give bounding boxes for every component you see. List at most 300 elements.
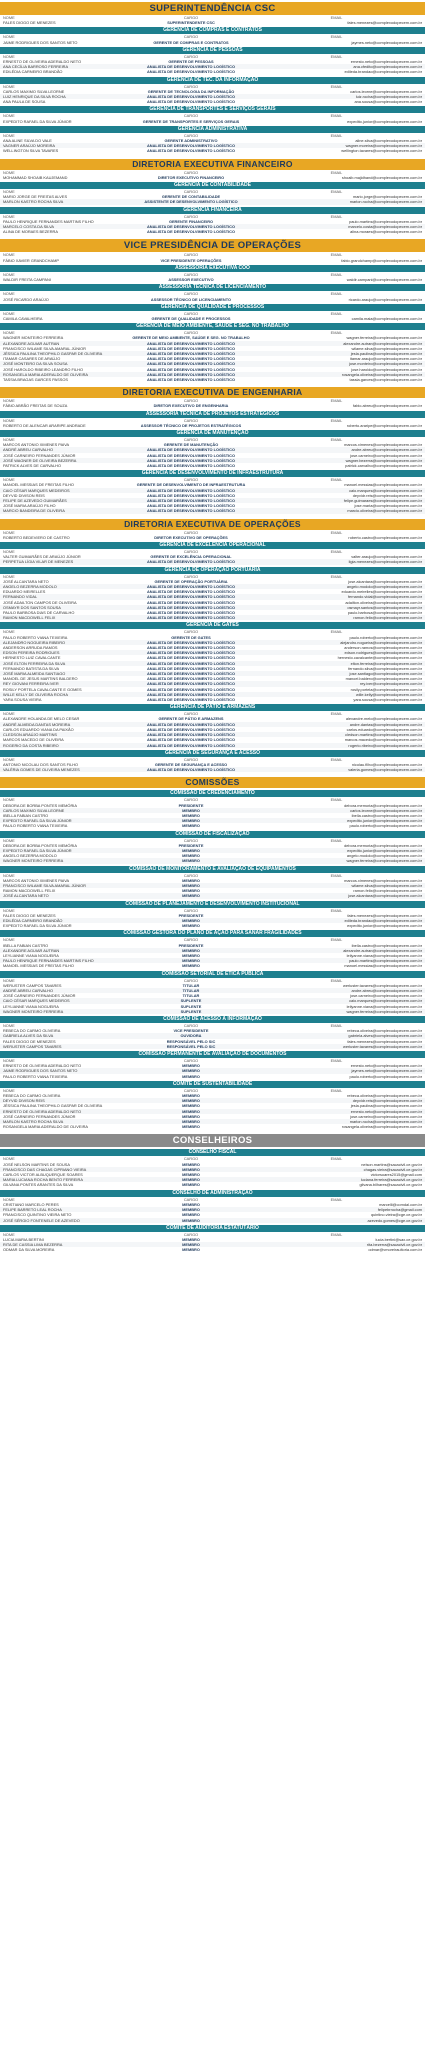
header-nome: NOME bbox=[3, 113, 15, 119]
contact-email-link[interactable]: valter.araujo@complexodopecem.com.br bbox=[351, 554, 422, 560]
contact-role: MEMBRO bbox=[182, 1108, 200, 1114]
contact-role: ANALISTA DE DESENVOLVIMENTO LOGÍSTICO bbox=[146, 64, 236, 70]
contact-role: MEMBRO bbox=[182, 1207, 200, 1213]
table-row bbox=[0, 20, 425, 25]
contact-table bbox=[0, 762, 425, 772]
contact-name: EDSON PEREIRA RODRIGUES bbox=[3, 650, 60, 656]
contact-role: ANALISTA DE DESENVOLVIMENTO LOGÍSTICO bbox=[146, 615, 236, 621]
contact-email-link[interactable]: wilame.silva@complexodopecem.com.br bbox=[351, 345, 422, 351]
contact-email-link[interactable]: ana.sousa@complexodopecem.com.br bbox=[354, 99, 422, 105]
contact-email-link[interactable]: alina.moraes@complexodopecem.com.br bbox=[350, 229, 422, 235]
contact-role: MEMBRO bbox=[182, 1177, 200, 1183]
contact-email-link[interactable]: wagner.moreira@complexodopecem.com.br bbox=[345, 143, 422, 149]
contact-email-link[interactable]: felipe.guimaraes@complexodopecem.com.br bbox=[343, 497, 422, 503]
contact-name: MARLON KASTRO ROCHA SILVA bbox=[3, 1119, 64, 1125]
contact-email-link[interactable]: edson.rodrigues@complexodopecem.com.br bbox=[344, 650, 422, 656]
contact-role: ANALISTA DE DESENVOLVIMENTO LOGÍSTICO bbox=[146, 487, 236, 493]
contact-role: MEMBRO bbox=[182, 1166, 200, 1172]
header-nome: NOME bbox=[3, 310, 15, 316]
group-title: COMISSÃO DE MONITORAMENTO E AVALIAÇÃO DE EQUIPAMENTOS bbox=[0, 866, 425, 873]
contact-email-link[interactable]: fabio.grandchamp@complexodopecem.com.br bbox=[341, 257, 422, 263]
header-email: EMAIL bbox=[330, 1156, 343, 1162]
contact-email-link[interactable]: manoel.baldero@complexodopecem.com.br bbox=[345, 676, 422, 682]
contact-email-link[interactable]: ibella.castro@complexodopecem.com.br bbox=[351, 812, 422, 818]
header-nome: NOME bbox=[3, 711, 15, 717]
contact-role: MEMBRO bbox=[182, 812, 200, 818]
contact-email-link[interactable]: jaymes.neto@complexodopecem.com.br bbox=[351, 1068, 422, 1074]
header-email: EMAIL bbox=[330, 937, 343, 943]
contact-email-link[interactable]: rogerio.ribeiro@complexodopecem.com.br bbox=[348, 742, 422, 748]
contact-name: FELIPE DE AZEVEDO GUIMARÃES bbox=[3, 497, 67, 503]
contact-email-link[interactable]: jose.monteiro@complexodopecem.com.br bbox=[349, 361, 422, 367]
contact-email-link[interactable]: andre.abreu@complexodopecem.com.br bbox=[351, 988, 422, 993]
contact-email-link[interactable]: rosangela.oliveira@complexodopecem.com.br bbox=[341, 1124, 422, 1130]
contact-name: MARCIO BANDEIRA DE OLIVEIRA bbox=[3, 508, 65, 514]
contact-email-link[interactable]: marcelo.costa@complexodopecem.com.br bbox=[348, 224, 422, 230]
header-email: EMAIL bbox=[330, 907, 343, 913]
header-email: EMAIL bbox=[330, 398, 343, 404]
contact-email-link[interactable]: luciana.ferreira@sacacivil.ce.gov.br bbox=[360, 1177, 422, 1183]
contact-email-link[interactable]: wagner.ferreira@complexodopecem.com.br bbox=[346, 858, 422, 864]
table-row bbox=[0, 40, 425, 45]
header-cargo: CARGO bbox=[183, 34, 199, 40]
contact-table bbox=[0, 20, 425, 25]
contact-email-link[interactable]: chagas.vieira@sacacivil.ce.gov.br bbox=[363, 1166, 422, 1172]
contact-name: CAMILA CAVALHEIRA bbox=[3, 315, 43, 321]
contact-email-link[interactable]: jose.carneiro@complexodopecem.com.br bbox=[350, 993, 422, 999]
contact-email-link[interactable]: victorsoares2015@gmail.com bbox=[370, 1172, 422, 1178]
contact-email-link[interactable]: jose.maria@complexodopecem.com.br bbox=[354, 503, 422, 509]
contact-role: GERENTE DE TECNOLOGIA DA INFORMAÇÃO bbox=[147, 88, 235, 94]
contact-name: JOSÉ MARIA ALMEIDA SANTIAGO bbox=[3, 671, 66, 677]
contact-email-link[interactable]: edileda.brandao@complexodopecem.com.br bbox=[344, 917, 422, 923]
contact-email-link[interactable]: camila.maia@complexodopecem.com.br bbox=[351, 315, 422, 321]
contact-email-link[interactable]: adailton.oliveira@complexodopecem.com.br bbox=[345, 599, 422, 605]
header-nome: NOME bbox=[3, 573, 15, 579]
contact-role: ANALISTA DE DESENVOLVIMENTO LOGÍSTICO bbox=[146, 376, 236, 382]
contact-email-link[interactable]: fabio.abreu@complexodopecem.com.br bbox=[352, 403, 422, 409]
group-title: GERÊNCIA DE GATES bbox=[0, 622, 425, 629]
contact-email-link[interactable]: jesla.paulina@complexodopecem.com.br bbox=[350, 1103, 422, 1109]
group-title: COMISSÃO SETORIAL DE ÉTICA PÚBLICA bbox=[0, 971, 425, 978]
contact-email-link[interactable]: jose.alcantara@complexodopecem.com.br bbox=[348, 578, 422, 584]
contact-table bbox=[0, 1063, 425, 1079]
contact-role: GERENTE DE PÁTIO E ARMAZENS bbox=[158, 716, 224, 722]
contact-email-link[interactable]: rey.iver@complexodopecem.com.br bbox=[359, 681, 422, 687]
contact-role: RESPONSÁVEL PELO SIC bbox=[166, 1043, 216, 1049]
header-email: EMAIL bbox=[330, 83, 343, 89]
contact-role: MEMBRO bbox=[182, 1098, 200, 1104]
contact-email-link[interactable]: odmar@vmoreiraultoria.com.br bbox=[368, 1247, 422, 1253]
contact-name: ANTONIO NICOLAU DOS SANTOS FILHO bbox=[3, 761, 79, 767]
contact-email-link[interactable]: tassia.garces@complexodopecem.com.br bbox=[349, 376, 422, 382]
contact-table bbox=[0, 423, 425, 428]
header-nome: NOME bbox=[3, 1023, 15, 1029]
group-title: CONSELHO DE ADMINISTRAÇÃO bbox=[0, 1190, 425, 1197]
contact-email-link[interactable]: rosangela.oliveira@complexodopecem.com.br bbox=[341, 371, 422, 377]
header-cargo: CARGO bbox=[183, 330, 199, 336]
contact-role: ANALISTA DE DESENVOLVIMENTO LOGÍSTICO bbox=[146, 589, 236, 595]
contact-email-link[interactable]: ernesto.neto@complexodopecem.com.br bbox=[350, 1108, 422, 1114]
contact-email-link[interactable]: ramon.felix@complexodopecem.com.br bbox=[353, 888, 422, 894]
contact-email-link[interactable]: rosily.portela@complexodopecem.com.br bbox=[350, 686, 422, 692]
contact-role: TITULAR bbox=[182, 993, 200, 999]
contact-email-link[interactable]: carlos.leorne@complexodopecem.com.br bbox=[350, 807, 422, 813]
contact-email-link[interactable]: ernesto.neto@complexodopecem.com.br bbox=[350, 59, 422, 65]
contact-table bbox=[0, 277, 425, 282]
contact-name: JOSÉ RICARDO ARAÚJO bbox=[3, 296, 49, 302]
contact-email-link[interactable]: patrick.carvalho@complexodopecem.com.br bbox=[345, 462, 422, 468]
contact-role: MEMBRO bbox=[182, 1119, 200, 1125]
contact-email-link[interactable]: leilyanne.viana@complexodopecem.com.br bbox=[346, 1003, 422, 1009]
contact-name: FÁBIO ABRÃO FREITAS DE SOUZA bbox=[3, 403, 68, 409]
group-title: GERÊNCIA DE QUALIDADE E PROCESSOS bbox=[0, 304, 425, 311]
group-title: GERÊNCIA DE SEGURANÇA E ACESSO bbox=[0, 750, 425, 757]
contact-role: ANALISTA DE DESENVOLVIMENTO LOGÍSTICO bbox=[146, 99, 236, 105]
section-title: SUPERINTENDÊNCIA CSC bbox=[0, 2, 425, 15]
contact-email-link[interactable]: jose.carneiro@complexodopecem.com.br bbox=[350, 452, 422, 458]
contact-email-link[interactable]: fernando.silva@complexodopecem.com.br bbox=[348, 665, 422, 671]
header-cargo: CARGO bbox=[183, 169, 199, 175]
contact-email-link[interactable]: wagner.ferreira@complexodopecem.com.br bbox=[346, 335, 422, 341]
contact-name: JOSÉ ALCANTARA NETO bbox=[3, 578, 49, 584]
contact-role: PRESIDENTE bbox=[178, 842, 204, 848]
contact-email-link[interactable]: quintino.vieira@cge.ce.gov.br bbox=[370, 1212, 422, 1218]
contact-table bbox=[0, 843, 425, 864]
contact-role: ANALISTA DE DESENVOLVIMENTO LOGÍSTICO bbox=[146, 366, 236, 372]
contact-role: RESPONSÁVEL PELO SIC bbox=[166, 1038, 216, 1044]
contact-role: ANALISTA DE DESENVOLVIMENTO LOGÍSTICO bbox=[146, 492, 236, 498]
contact-email-link[interactable]: expedito.junior@complexodopecem.com.br bbox=[347, 818, 422, 824]
contact-role: ANALISTA DE DESENVOLVIMENTO LOGÍSTICO bbox=[146, 650, 236, 656]
contact-email-link[interactable]: valeria.gomes@complexodopecem.com.br bbox=[348, 767, 422, 773]
contact-email-link[interactable]: marcos.ximenes@complexodopecem.com.br bbox=[344, 877, 422, 883]
header-cargo: CARGO bbox=[183, 113, 199, 119]
contact-name: PAULO HENRIQUE FERNANDES MARTINS FILHO bbox=[3, 958, 94, 964]
contact-name: ALEXANDRE HOLANDA DE MELO CESAR bbox=[3, 716, 80, 722]
section-spacer bbox=[0, 514, 425, 517]
contact-name: JÉSSICA PAULINA THEOPHILO GASPAR DE OLIVEIRA bbox=[3, 1103, 103, 1109]
contact-email-link[interactable]: andre.abreu@complexodopecem.com.br bbox=[351, 447, 422, 453]
contact-email-link[interactable]: carlos.leorne@complexodopecem.com.br bbox=[350, 88, 422, 94]
contact-name: ALEXANDRE AGUIAR AUTRAN bbox=[3, 947, 60, 953]
header-email: EMAIL bbox=[330, 837, 343, 843]
contact-email-link[interactable]: jose.santiago@complexodopecem.com.br bbox=[349, 671, 422, 677]
group-title: GERÊNCIA DE EXCELÊNCIA OPERACIONAL bbox=[0, 542, 425, 549]
contact-email-link[interactable]: gabriela.alves@complexodopecem.com.br bbox=[348, 1033, 422, 1039]
contact-name: JOSÉ MARIA ARAÚJO FILHO bbox=[3, 503, 56, 509]
contact-table bbox=[0, 1162, 425, 1188]
contact-email-link[interactable]: leilyanne.viana@complexodopecem.com.br bbox=[346, 952, 422, 958]
contact-role: ASSESSOR TÉCNICO DE PROJETOS ESTRATÉGICOS bbox=[140, 422, 242, 428]
contact-role: SUPLENTE bbox=[180, 1008, 202, 1014]
group-title: COMISSÃO PERMANENTE DE AVALIAÇÃO DE DOCUMENTOS bbox=[0, 1051, 425, 1058]
contact-email-link[interactable]: ibella.castro@complexodopecem.com.br bbox=[351, 942, 422, 948]
contact-role: ANALISTA DE DESENVOLVIMENTO LOGÍSTICO bbox=[146, 767, 236, 773]
contact-email-link[interactable]: wagner.ferreira@complexodopecem.com.br bbox=[346, 1008, 422, 1014]
contact-email-link[interactable]: marcelli@comdal.com.br bbox=[379, 1201, 422, 1207]
contact-email-link[interactable]: hernesto.cavalcante@complexodopecem.com.br bbox=[337, 655, 422, 661]
contact-name: JOSÉ CARNEIRO FERNANDES JÚNIOR bbox=[3, 452, 76, 458]
group-title: ASSESSORIA EXECUTIVA COO bbox=[0, 265, 425, 272]
contact-email-link[interactable]: cledson.martins@complexodopecem.com.br bbox=[345, 732, 422, 738]
contact-name: WERUSTER CAMPOS TAVARES bbox=[3, 982, 62, 988]
contact-role: MEMBRO bbox=[182, 1182, 200, 1188]
group-title: COMISSÃO DE CREDENCIAMENTO bbox=[0, 790, 425, 797]
contact-email-link[interactable]: angelo.modolo@complexodopecem.com.br bbox=[346, 853, 422, 859]
header-nome: NOME bbox=[3, 756, 15, 762]
contact-role: SUPERINTENDENTE CSC bbox=[167, 20, 215, 26]
contact-role: MEMBRO bbox=[182, 1113, 200, 1119]
section-spacer bbox=[0, 154, 425, 157]
contact-name: ROSILY PORTELA CAVALCANTE E GOMES bbox=[3, 686, 82, 692]
contact-email-link[interactable]: ernesto.neto@complexodopecem.com.br bbox=[350, 1063, 422, 1069]
contact-role: PRESIDENTE bbox=[178, 802, 204, 808]
contact-email-link[interactable]: nicolau.filho@complexodopecem.com.br bbox=[351, 761, 422, 767]
contact-email-link[interactable]: alejandro.nogueira@complexodopecem.com.br bbox=[340, 639, 422, 645]
contact-email-link[interactable]: ligia.menezes@complexodopecem.com.br bbox=[348, 559, 422, 565]
contact-email-link[interactable]: deyvidr.reis@complexodopecem.com.br bbox=[352, 492, 422, 498]
contact-name: FRANCISCO QUINTINO VIEIRA NETO bbox=[3, 1212, 72, 1218]
contact-name: LEYLIANNE VIANA NOGUEIRA bbox=[3, 952, 59, 958]
contact-email-link[interactable]: marlon.rocha@complexodopecem.com.br bbox=[349, 1119, 422, 1125]
contact-email-link[interactable]: andre.dantas@complexodopecem.com.br bbox=[349, 721, 422, 727]
table-row bbox=[0, 823, 425, 828]
contact-email-link[interactable]: rita.bezerra@sacacivil.ce.gov.br bbox=[366, 1242, 422, 1248]
contact-name: MARCOS ANTONIO XIMENES PAIVA bbox=[3, 442, 70, 448]
contact-email-link[interactable]: ana.cfedito@complexodopecem.com.br bbox=[353, 64, 422, 70]
header-nome: NOME bbox=[3, 837, 15, 843]
contact-email-link[interactable]: paulo.martins@complexodopecem.com.br bbox=[349, 218, 422, 224]
table-row bbox=[0, 148, 425, 153]
contact-email-link[interactable]: ramon.felix@complexodopecem.com.br bbox=[353, 615, 422, 621]
contact-email-link[interactable]: caio.marques@complexodopecem.com.br bbox=[349, 998, 422, 1004]
header-nome: NOME bbox=[3, 252, 15, 258]
contact-email-link[interactable]: wagner.bezerra@complexodopecem.com.br bbox=[345, 457, 422, 463]
contact-email-link[interactable]: gilvana.bilhares@sacacivil.ce.gov.br bbox=[359, 1182, 422, 1188]
header-cargo: CARGO bbox=[183, 1231, 199, 1237]
contact-name: DEBORA DE BORBA PONTES MEMÓRIA bbox=[3, 802, 77, 808]
contact-email-link[interactable]: roberto.araripe@complexodopecem.com.br bbox=[346, 422, 422, 428]
contact-email-link[interactable]: alexandre.autran@complexodopecem.com.br bbox=[343, 340, 422, 346]
header-email: EMAIL bbox=[330, 1087, 343, 1093]
contact-role: VICE PRESIDENTE OPERAÇÕES bbox=[160, 257, 222, 263]
contact-email-link[interactable]: jose.carneiro@complexodopecem.com.br bbox=[350, 1113, 422, 1119]
contact-role: ANALISTA DE DESENVOLVIMENTO LOGÍSTICO bbox=[146, 655, 236, 661]
contact-email-link[interactable]: edileda.brandao@complexodopecem.com.br bbox=[344, 69, 422, 75]
header-cargo: CARGO bbox=[183, 189, 199, 195]
header-cargo: CARGO bbox=[183, 1058, 199, 1064]
header-nome: NOME bbox=[3, 213, 15, 219]
contact-email-link[interactable]: wilame.silva@complexodopecem.com.br bbox=[351, 882, 422, 888]
table-row bbox=[0, 858, 425, 863]
contact-name: DEBORA DE BORBA PONTES MEMÓRIA bbox=[3, 842, 77, 848]
contact-email-link[interactable]: fernando.vidal@complexodopecem.com.br bbox=[347, 594, 422, 600]
contact-email-link[interactable]: anderson.ramos@complexodopecem.com.br bbox=[344, 645, 422, 651]
contact-email-link[interactable]: manoel.messias@complexodopecem.com.br bbox=[344, 963, 422, 969]
header-nome: NOME bbox=[3, 132, 15, 138]
contact-email-link[interactable]: marcos.ximenes@complexodopecem.com.br bbox=[344, 442, 422, 448]
contact-name: JOSÉ ELTON FERREIRA DA SILVA bbox=[3, 660, 66, 666]
contact-email-link[interactable]: expedito.junior@complexodopecem.com.br bbox=[347, 847, 422, 853]
contact-email-link[interactable]: wille.kelly@complexodopecem.com.br bbox=[355, 691, 422, 697]
contact-email-link[interactable]: jaymes.neto@complexodopecem.com.br bbox=[351, 39, 422, 45]
contact-email-link[interactable]: fales.menezes@complexodopecem.com.br bbox=[347, 912, 422, 918]
contact-email-link[interactable]: luiz.rocha@complexodopecem.com.br bbox=[355, 94, 422, 100]
contact-role: MEMBRO bbox=[182, 1236, 200, 1242]
contact-role: ANALISTA DE DESENVOLVIMENTO LOGÍSTICO bbox=[146, 229, 236, 235]
group-title: GERÊNCIA DE PÁTIO E ARMAZENS bbox=[0, 704, 425, 711]
header-email: EMAIL bbox=[330, 573, 343, 579]
contact-email-link[interactable]: deyvidr.reis@complexodopecem.com.br bbox=[352, 1098, 422, 1104]
contact-email-link[interactable]: mario.jorge@complexodopecem.com.br bbox=[352, 194, 422, 200]
contact-email-link[interactable]: paulo.roberto@complexodopecem.com.br bbox=[349, 634, 422, 640]
contact-email-link[interactable]: osmayr.santos@complexodopecem.com.br bbox=[347, 604, 422, 610]
contact-role: SUPLENTE bbox=[180, 1003, 202, 1009]
contact-email-link[interactable]: yara.sousa@complexodopecem.com.br bbox=[353, 697, 422, 703]
contact-name: FALES DIOGO DE MENEZES bbox=[3, 20, 56, 26]
contact-role: MEMBRO bbox=[182, 858, 200, 864]
contact-role: ANALISTA DE DESENVOLVIMENTO LOGÍSTICO bbox=[146, 645, 236, 651]
contact-email-link[interactable]: ricardo.araujo@complexodopecem.com.br bbox=[348, 296, 422, 302]
header-cargo: CARGO bbox=[183, 1196, 199, 1202]
contact-email-link[interactable]: angelo.modolo@complexodopecem.com.br bbox=[346, 584, 422, 590]
contact-email-link[interactable]: manoel.messias@complexodopecem.com.br bbox=[344, 482, 422, 488]
contact-role: MEMBRO bbox=[182, 1063, 200, 1069]
contact-email-link[interactable]: marcos.macedo@complexodopecem.com.br bbox=[344, 737, 422, 743]
contact-name: FRANCISCO DAS CHAGAS CIPRIANO VIEIRA bbox=[3, 1166, 87, 1172]
table-row bbox=[0, 69, 425, 74]
header-cargo: CARGO bbox=[183, 398, 199, 404]
header-email: EMAIL bbox=[330, 310, 343, 316]
table-row bbox=[0, 1247, 425, 1252]
contact-email-link[interactable]: alexandre.melo@complexodopecem.com.br bbox=[345, 716, 422, 722]
contact-role: ANALISTA DE DESENVOLVIMENTO LOGÍSTICO bbox=[146, 639, 236, 645]
contact-name: JOSÉ NELSON MARTINS DE SOUSA bbox=[3, 1161, 70, 1167]
contact-email-link[interactable]: eduardo.meirelles@complexodopecem.com.br bbox=[341, 589, 422, 595]
contact-email-link[interactable]: expedito.junior@complexodopecem.com.br bbox=[347, 923, 422, 929]
contact-email-link[interactable]: expedito.junior@complexodopecem.com.br bbox=[347, 118, 422, 124]
contact-email-link[interactable]: itamar.araujo@complexodopecem.com.br bbox=[349, 356, 422, 362]
table-row bbox=[0, 1182, 425, 1187]
header-nome: NOME bbox=[3, 436, 15, 442]
contact-role: GERENTE DE PESSOAS bbox=[168, 59, 214, 65]
contact-email-link[interactable]: debora.memoria@complexodopecem.com.br bbox=[344, 802, 422, 808]
contact-role: GERENTE DE GATES bbox=[171, 634, 211, 640]
header-cargo: CARGO bbox=[183, 252, 199, 258]
contact-name: ROSANGELA MARIA ADERALDO DE OLIVEIRA bbox=[3, 1124, 88, 1130]
contact-role: MEMBRO bbox=[182, 853, 200, 859]
contact-email-link[interactable]: werluster.tavares@complexodopecem.com.br bbox=[343, 1043, 422, 1049]
header-email: EMAIL bbox=[330, 1196, 343, 1202]
contact-email-link[interactable]: waldir.campani@complexodopecem.com.br bbox=[346, 277, 422, 283]
contact-email-link[interactable]: shoaib.majidhand@complexodopecem.com.br bbox=[341, 174, 422, 180]
contact-name: GABRIELA ALVES DA SILVA bbox=[3, 1033, 54, 1039]
contact-role: MEMBRO bbox=[182, 1201, 200, 1207]
contact-name: ALEXANDRE AGUIAR AUTRAN bbox=[3, 340, 60, 346]
contact-table bbox=[0, 40, 425, 45]
contact-email-link[interactable]: elton.ferreira@complexodopecem.com.br bbox=[350, 660, 422, 666]
contact-email-link[interactable]: rebeca.oliveira@complexodopecem.com.br bbox=[347, 1093, 422, 1099]
contact-email-link[interactable]: nelson.martins@sacacivil.ce.gov.br bbox=[361, 1161, 422, 1167]
contact-email-link[interactable]: paulo.martins@complexodopecem.com.br bbox=[349, 958, 422, 964]
contact-name: CARLOS EDUARDO VIANA DA PAIXÃO bbox=[3, 726, 74, 732]
header-cargo: CARGO bbox=[183, 573, 199, 579]
contact-email-link[interactable]: felipebrrocha@gmail.com bbox=[377, 1207, 422, 1213]
contact-table bbox=[0, 716, 425, 747]
contact-name: OSMAYR DOS SANTOS SOUSA bbox=[3, 604, 61, 610]
header-email: EMAIL bbox=[330, 529, 343, 535]
contact-role: MEMBRO bbox=[182, 923, 200, 929]
contact-email-link[interactable]: paulo.barbosa@complexodopecem.com.br bbox=[347, 610, 422, 616]
contact-email-link[interactable]: lucia.bertini@sax.ce.gov.br bbox=[375, 1236, 422, 1242]
header-nome: NOME bbox=[3, 629, 15, 635]
contact-email-link[interactable]: caio.marques@complexodopecem.com.br bbox=[349, 487, 422, 493]
contact-name: TASSIA BRAGAS GARCES PASSOS bbox=[3, 376, 68, 382]
contact-email-link[interactable]: carlos.eduardo@complexodopecem.com.br bbox=[346, 726, 422, 732]
contact-name: EDILÉDIA CARNEIRO BRANDÃO bbox=[3, 69, 63, 75]
contact-name: WALDIR FREITA CAMPANI bbox=[3, 277, 51, 283]
contact-role: TITULAR bbox=[182, 988, 200, 993]
contact-email-link[interactable]: marlon.rocha@complexodopecem.com.br bbox=[349, 199, 422, 205]
contact-email-link[interactable]: roberto.castro@complexodopecem.com.br bbox=[348, 534, 422, 540]
contact-table bbox=[0, 554, 425, 564]
contact-name: ANA PAULA DE SOUSA bbox=[3, 99, 46, 105]
contact-email-link[interactable]: fales.menezes@complexodopecem.com.br bbox=[347, 20, 422, 26]
contact-email-link[interactable]: werluster.tavares@complexodopecem.com.br bbox=[343, 982, 422, 988]
contact-email-link[interactable]: jesla.paulina@complexodopecem.com.br bbox=[350, 350, 422, 356]
contact-email-link[interactable]: azevedo.gomes@cge.ce.gov.br bbox=[367, 1217, 422, 1223]
contact-name: MANOEL MESSIAS DE FREITAS FILHO bbox=[3, 482, 74, 488]
contact-email-link[interactable]: rebeca.oliveira@complexodopecem.com.br bbox=[347, 1028, 422, 1034]
contact-role: MEMBRO bbox=[182, 847, 200, 853]
contact-role: DIRETOR EXECUTIVO DE OPERAÇÕES bbox=[154, 534, 228, 540]
contact-name: JÉSSICA PAULINA THEOPHILO GASPAR DE OLIVEIRA bbox=[3, 350, 103, 356]
contact-email-link[interactable]: fales.menezes@complexodopecem.com.br bbox=[347, 1038, 422, 1044]
group-title: GERÊNCIA DE DESENVOLVIMENTO DE INFRAESTRUTURA bbox=[0, 470, 425, 477]
contact-role: MEMBRO bbox=[182, 1247, 200, 1253]
contact-email-link[interactable]: marcio.oliveira@complexodopecem.com.br bbox=[347, 508, 422, 514]
contact-name: FERNANDO BATISTA DA SILVA bbox=[3, 665, 60, 671]
header-email: EMAIL bbox=[330, 549, 343, 554]
group-title: GERÊNCIA DE CONTABILIDADE bbox=[0, 182, 425, 189]
contact-email-link[interactable]: jose.haroldo@complexodopecem.com.br bbox=[351, 366, 422, 372]
contact-email-link[interactable]: paulo.roberto@complexodopecem.com.br bbox=[349, 1073, 422, 1079]
header-nome: NOME bbox=[3, 398, 15, 404]
header-email: EMAIL bbox=[330, 15, 343, 20]
contact-email-link[interactable]: aline.silva@complexodopecem.com.br bbox=[355, 138, 422, 144]
contact-table bbox=[0, 943, 425, 969]
contact-name: PAULO ROBERTO VIANA TEIXEIRA bbox=[3, 634, 68, 640]
contact-email-link[interactable]: wellington.tavares@complexodopecem.com.br bbox=[341, 148, 422, 154]
header-cargo: CARGO bbox=[183, 872, 199, 878]
header-email: EMAIL bbox=[330, 271, 343, 277]
contact-table bbox=[0, 1237, 425, 1253]
contact-name: JAIME RODRIGUES DOS SANTOS NETO bbox=[3, 1068, 78, 1074]
table-row bbox=[0, 743, 425, 748]
group-title: GERÊNCIA DE TEC. DA INFORMAÇÃO bbox=[0, 77, 425, 84]
contact-name: PAULO BARBOSA DIAS DE CARVALHO bbox=[3, 610, 75, 616]
contact-email-link[interactable]: debora.memoria@complexodopecem.com.br bbox=[344, 842, 422, 848]
header-nome: NOME bbox=[3, 83, 15, 89]
contact-email-link[interactable]: paulo.roberto@complexodopecem.com.br bbox=[349, 823, 422, 829]
contact-role: MEMBRO bbox=[182, 877, 200, 883]
table-row bbox=[0, 175, 425, 180]
contact-role: MEMBRO bbox=[182, 958, 200, 964]
contact-email-link[interactable]: jose.alcantara@complexodopecem.com.br bbox=[348, 893, 422, 899]
contact-email-link[interactable]: alexandre.autran@complexodopecem.com.br bbox=[343, 947, 422, 953]
contact-name: ANDRÉ ABREU CARVALHO bbox=[3, 988, 54, 993]
